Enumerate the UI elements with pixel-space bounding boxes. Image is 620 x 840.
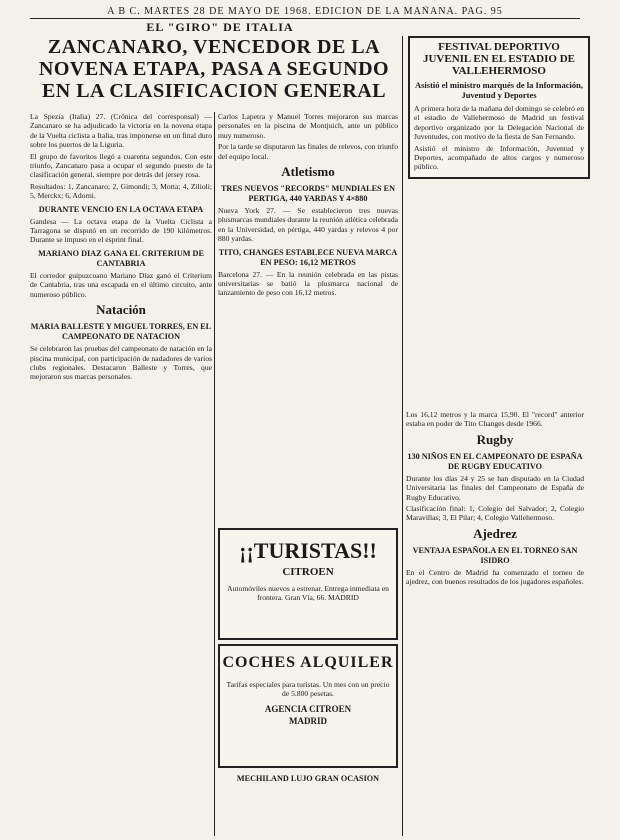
left-paragraph: La Spezia (Italia) 27. (Crónica del corresponsal) — Zancanaro se ha adjudicado la victoria en la novena etapa de la Vuelta ciclista a Italia, tras imponerse en un final duro sobre los puertos de la Liguria. xyxy=(30,112,212,150)
column-rule xyxy=(214,112,215,836)
ad-turistas xyxy=(218,528,398,640)
right-paragraph: Los 16,12 metros y la marca 15,90. El "record" anterior estaba en poder de Tito Changes desde 1966. xyxy=(406,410,584,429)
section-heading-atletismo: Atletismo xyxy=(281,164,335,180)
right-paragraph: Durante los días 24 y 25 se han disputado en la Ciudad Universitaria las finales del Campeonato de España de Rugby Educativo. xyxy=(406,473,584,502)
festival-title: FESTIVAL DEPORTIVO JUVENIL EN EL ESTADIO DE VALLEHERMOSO xyxy=(422,41,575,77)
subhead: TITO, CHANGES ESTABLECE NUEVA MARCA EN PESO: 16,12 METROS xyxy=(218,247,398,267)
column-rule xyxy=(402,36,403,836)
ad-title: COCHES ALQUILER xyxy=(222,654,394,671)
section-title: EL "GIRO" DE ITALIA xyxy=(146,20,294,34)
left-paragraph: El corredor guipuzcoano Mariano Díaz ganó el Criterium de Cantabria, tras una escapada en el último circuito, ante numeroso público. xyxy=(30,270,212,299)
left-paragraph: El grupo de favoritos llegó a cuarenta segundos. Con este triunfo, Zancanaro pasa a ocupar el segundo puesto de la clasificación general, siempre por detrás del jersey rosa. xyxy=(30,151,212,180)
festival-subtitle: Asistió el ministro marqués de la Información, Juventud y Deportes xyxy=(414,80,584,100)
subhead: 130 NIÑOS EN EL CAMPEONATO DE ESPAÑA DE RUGBY EDUCATIVO xyxy=(407,451,583,471)
mid-footer-head: MECHILAND LUJO GRAN OCASION xyxy=(236,774,380,783)
subhead: DURANTE VENCIO EN LA OCTAVA ETAPA xyxy=(38,204,204,214)
masthead: A B C. MARTES 28 DE MAYO DE 1968. EDICION DE LA MAÑANA. PAG. 95 xyxy=(107,6,503,17)
festival-box xyxy=(408,36,590,179)
left-paragraph: Gandesa — La octava etapa de la Vuelta Ciclista a Tarragona se disputó en un recorrido de 190 kilómetros. Durante se impuso en el esprint final. xyxy=(30,216,212,245)
festival-paragraph: Asistió el ministro de Información, Juventud y Deportes, acompañado de altos cargos y numeroso público. xyxy=(414,143,584,172)
subhead: TRES NUEVOS "RECORDS" MUNDIALES EN PERTIGA, 440 YARDAS Y 4×880 xyxy=(220,184,396,204)
right-paragraph: En el Centro de Madrid ha comenzado el torneo de ajedrez, con buenos resultados de los jugadores españoles. xyxy=(406,567,584,587)
middle-column xyxy=(218,112,398,522)
section-heading-ajedrez: Ajedrez xyxy=(473,525,517,541)
left-paragraph: Se celebraron las pruebas del campeonato de natación en la piscina municipal, con participación de nadadores de varios clubs regionales. Destacaron Balleste y Torres, que mejoraron sus marcas personales. xyxy=(30,344,212,382)
ad-text: Tarifas especiales para turistas. Un mes con un precio de 5.800 pesetas. xyxy=(226,680,390,699)
mid-paragraph: Por la tarde se disputaron las finales de relevos, con triunfo del equipo local. xyxy=(218,142,398,161)
left-paragraph: Resultados: 1, Zancanaro; 2, Gimondi; 3, Motta; 4, Zilioli; 5, Merckx; 6, Adorni. xyxy=(30,181,212,201)
subhead: VENTAJA ESPAÑOLA EN EL TORNEO SAN ISIDRO xyxy=(412,545,578,565)
subhead: MARIA BALLESTE Y MIGUEL TORRES, EN EL CAMPEONATO DE NATACION xyxy=(30,322,212,342)
ad-footer: MADRID xyxy=(289,716,327,727)
ad-brand: CITROEN xyxy=(282,566,334,578)
mid-paragraph: Nueva York 27. — Se establecieron tres nuevas plusmarcas mundiales durante la reunión atlética celebrada en la Universidad, en pértiga, 440 yardas y relevos 4 por 880 yardas. xyxy=(218,206,398,244)
subhead: MARIANO DIAZ GANA EL CRITERIUM DE CANTABRIA xyxy=(38,248,204,268)
mid-paragraph: Carlos Lapetra y Manuel Torres mejoraron sus marcas personales en la piscina de Montjuich, ante un público muy numeroso. xyxy=(218,112,398,140)
ad-coches-alquiler xyxy=(218,644,398,768)
festival-paragraph: A primera hora de la mañana del domingo se celebró en el estadio de Vallehermoso de Madrid un festival deportivo organizado por la Delegación Nacional de Juventudes, con motivo de la fiesta de San Fernando. xyxy=(414,104,584,142)
section-heading-natacion: Natación xyxy=(96,302,146,318)
ad-text: Automóviles nuevos a estrenar. Entrega inmediata en frontera. Gran Vía, 66. MADRID xyxy=(227,584,389,603)
left-column xyxy=(30,112,212,836)
right-column xyxy=(406,410,584,836)
ad-agency: AGENCIA CITROEN xyxy=(264,704,352,715)
mid-paragraph: Barcelona 27. — En la reunión celebrada en las pistas universitarias se batió la plusmarca nacional de lanzamiento de peso con 16,12 metros. xyxy=(218,269,398,298)
headline: ZANCANARO, VENCEDOR DE LA NOVENA ETAPA, PASA A SEGUNDO EN LA CLASIFICACION GENERAL xyxy=(38,36,390,102)
section-heading-rugby: Rugby xyxy=(476,431,514,447)
ad-title: ¡¡TURISTAS!! xyxy=(239,538,377,563)
right-paragraph: Clasificación final: 1, Colegio del Salvador; 2, Colegio Maravillas; 3, El Pilar; 4, Colegio Vallehermoso. xyxy=(406,504,584,523)
masthead-rule xyxy=(30,18,580,19)
